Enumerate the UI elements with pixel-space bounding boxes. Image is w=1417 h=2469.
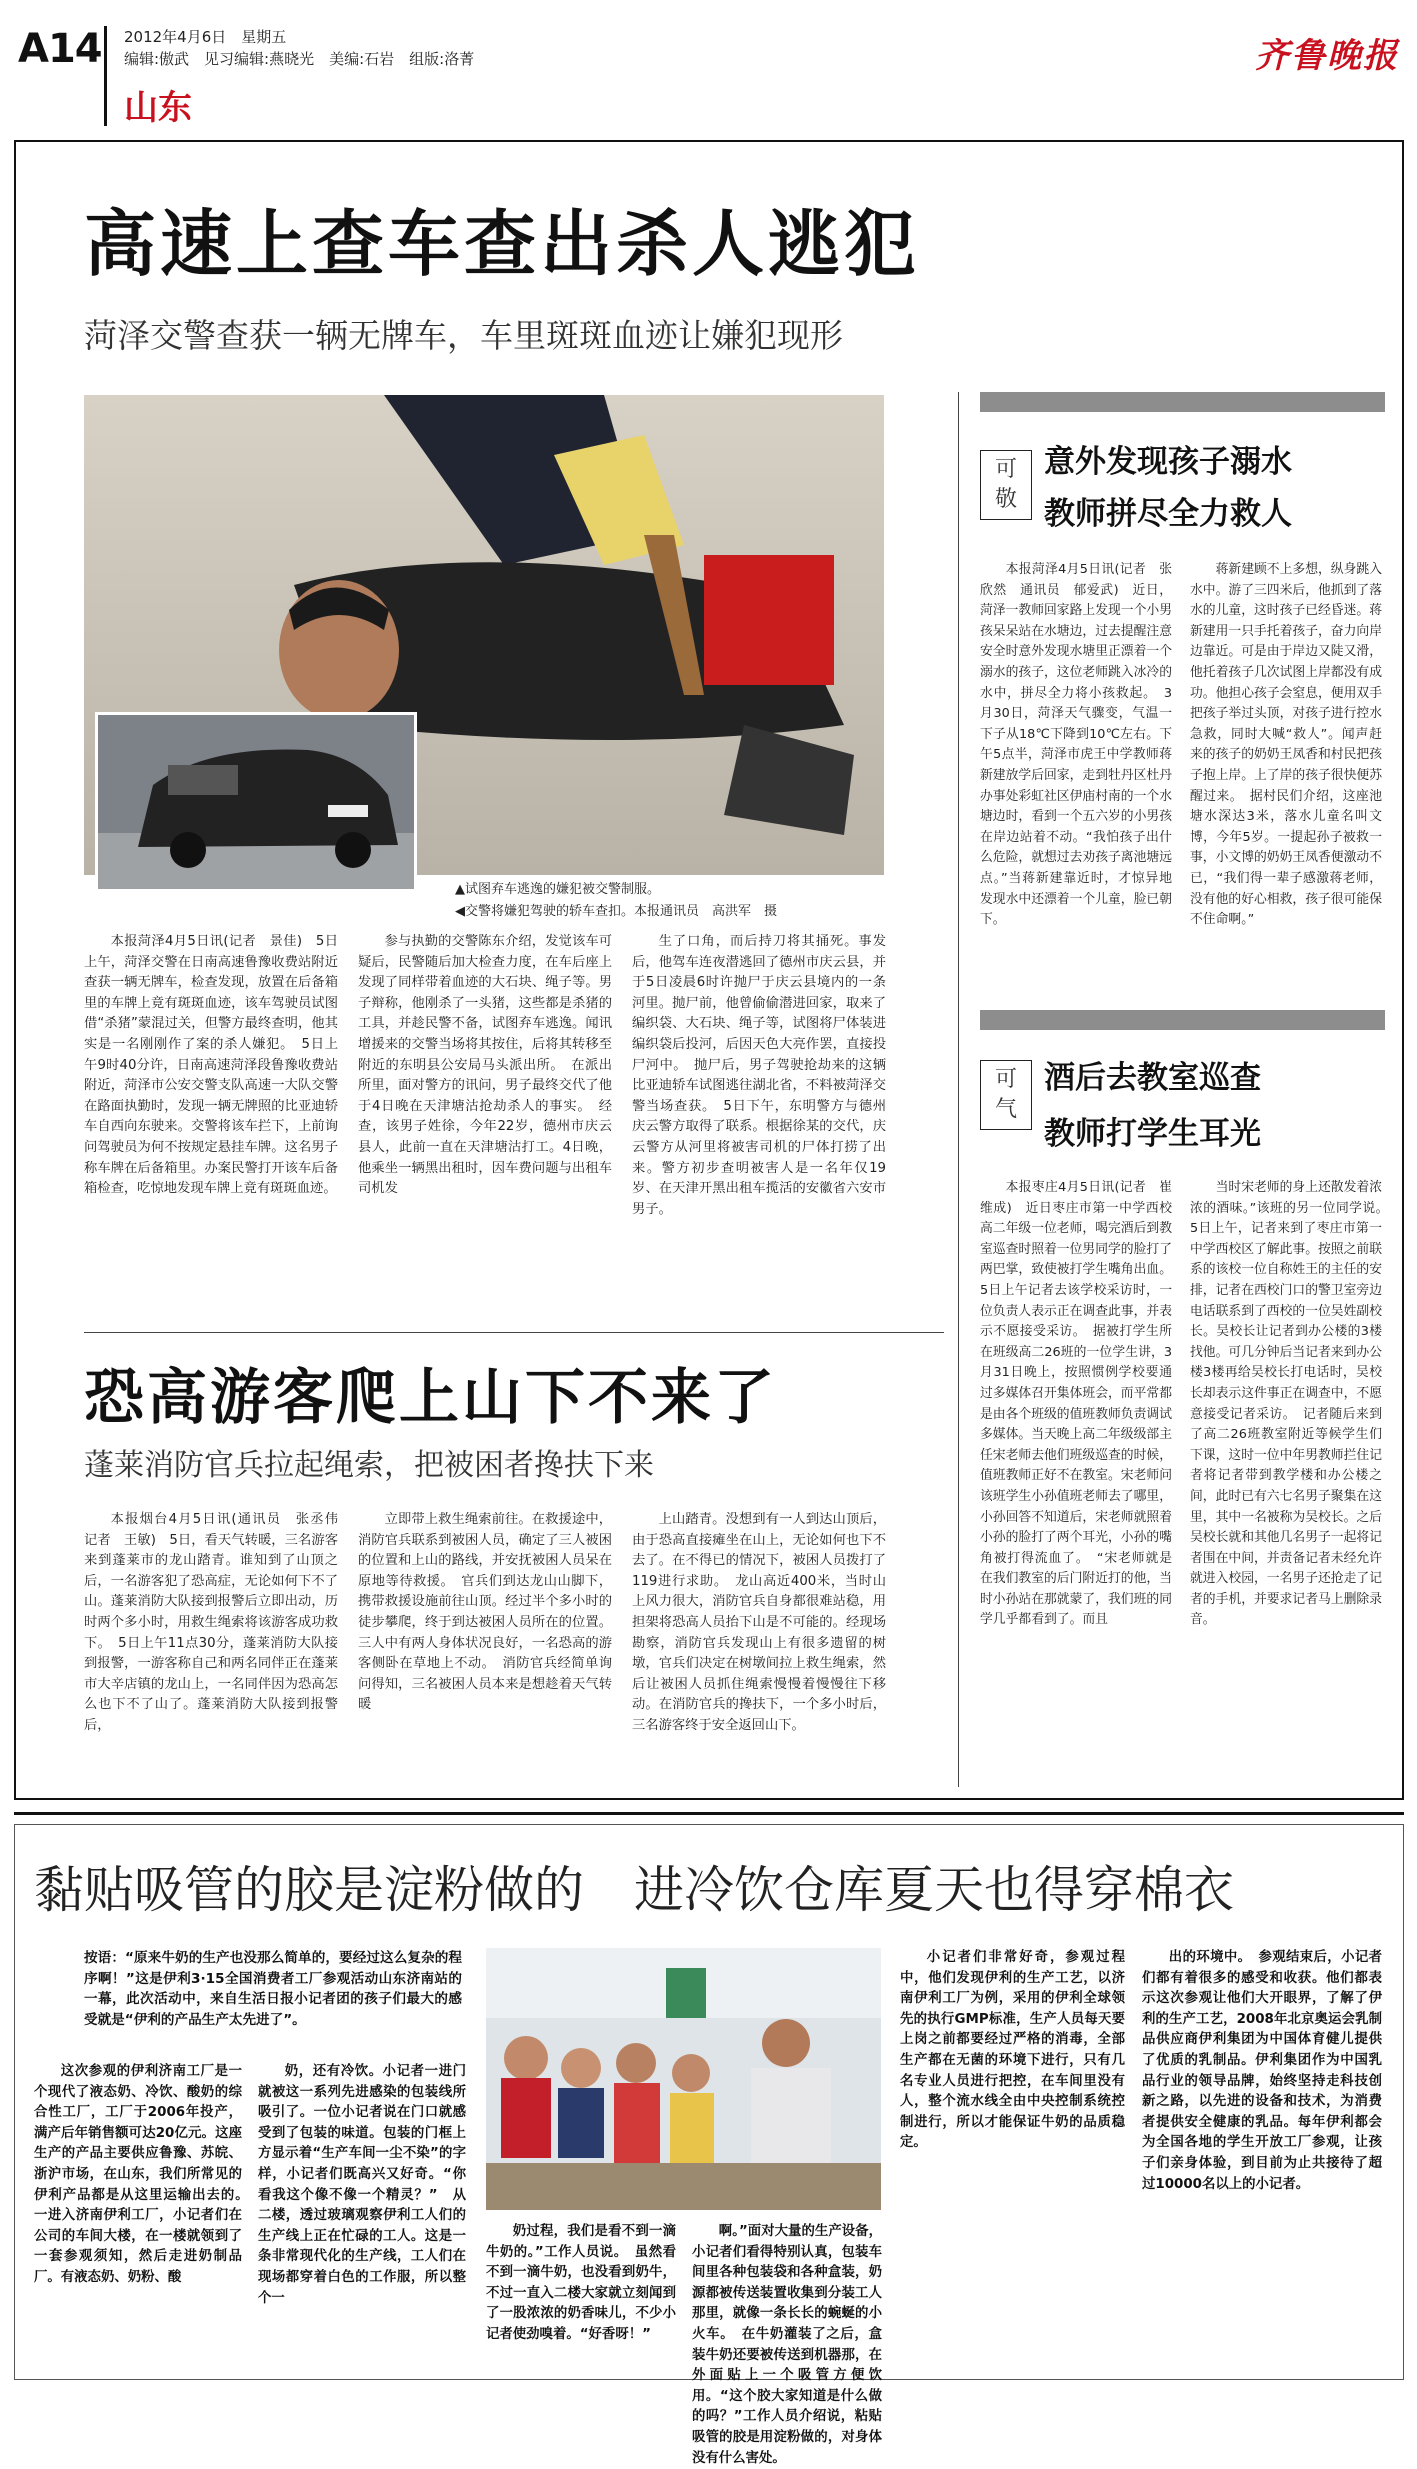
story1-subhead: 菏泽交警查获一辆无牌车，车里斑斑血迹让嫌犯现形 [84,316,843,355]
sidebar1-bar [980,392,1385,412]
story3-col3: 奶过程，我们是看不到一滴牛奶的。”工作人员说。 虽然看不到一滴牛奶，也没看到奶牛，不过一直入二楼大家就立刻闻到了一股浓浓的奶香味儿，不少小记者使劲嗅着。“好香呀！” [486,2224,676,2342]
story3-col2: 奶，还有冷饮。小记者一进门就被这一系列先进感染的包装线所吸引了。一位小记者说在门口就感受到了包装的味道。包装的门框上方显示着“生产车间一尘不染”的字样，小记者们既高兴又好奇。“你看我这个像不像一个精灵？” 从二楼，透过玻璃观察伊利工人们的生产线上正在忙碌的工人。这是一条非常现代化的生产线，工人们在现场都穿着白色的工作服，所以整个一 [258,2064,466,2306]
story2-col1: 本报烟台4月5日讯(通讯员 张丞伟 记者 王敏) 5日，看天气转暖，三名游客来到蓬莱市的龙山踏青。谁知到了山顶之后，一名游客犯了恐高症，无论如何下不了山。蓬莱消防大队接到报警后立即出动，历时两个多小时，用救生绳索将该游客成功救下。 5日上午11点30分，蓬莱消防大队接到报警，一游客称自己和两名同伴正在蓬莱市大辛店镇的龙山上，一名同伴因为恐高怎么也下不了山了。蓬莱消防大队接到报警后， [84,1512,352,1733]
story2-col3: 上山踏青。没想到有一人到达山顶后，由于恐高直接瘫坐在山上，无论如何也下不去了。在不得已的情况下，被困人员拨打了119进行求助。 龙山高近400米，当时山上风力很大，消防官兵自身都很难站稳，用担架将恐高人员抬下山是不可能的。经现场勘察，消防官兵发现山上有很多遗留的树墩，官兵们决定在树墩间拉上救生绳索，然后让被困人员抓住绳索慢慢着慢慢往下移动。在消防官兵的搀扶下，一个多小时后，三名游客终于安全返回山下。 [632,1512,886,1733]
story3-photo [486,1948,881,2210]
story1-caption-1: ▲试图弃车逃逸的嫌犯被交警制服。 [455,882,660,897]
section-name: 山东 [124,88,192,128]
sidebar1-tag: 可 敬 [980,450,1032,520]
editor-line: 编辑:傲武 见习编辑:燕晓光 美编:石岩 组版:洛菁 [124,50,475,68]
children-visit-photo-illustration [486,1948,881,2210]
story3-intro: 按语：“原来牛奶的生产也没那么简单的，要经过这么复杂的程序啊！”这是伊利3·15全国消费者工厂参观活动山东济南站的一幕，此次活动中，来自生活日报小记者团的孩子们最大的感受就是“伊利的产品生产太先进了”。 [84,1950,462,2028]
story3-col5: 小记者们非常好奇，参观过程中，他们发现伊利的生产工艺，以济南伊利工厂为例，采用的伊利全球领先的执行GMP标准，生产人员每天要上岗之前都要经过严格的消毒，全部生产都在无菌的环境下进行，只有几名专业人员进行把控，在车间里没有人，整个流水线全由中央控制系统控制进行，所以才能保证牛奶的品质稳定。 [900,1950,1125,2151]
story1-col1: 本报菏泽4月5日讯(记者 景佳) 5日上午，菏泽交警在日南高速鲁豫收费站附近查获一辆无牌车，检查发现，放置在后备箱里的车牌上竟有斑斑血迹，该车驾驶员试图借“杀猪”蒙混过关，但警方最终查明，他其实是一名刚刚作了案的杀人嫌犯。 5日上午9时40分许，日南高速菏泽段鲁豫收费站附近，菏泽市公安交警支队高速一大队交警在路面执勤时，发现一辆无牌照的比亚迪轿车自西向东驶来。交警将该车拦下，上前询问驾驶员为何不按规定悬挂车牌。这名男子称车牌在后备箱里。办案民警打开该车后备箱检查，吃惊地发现车牌上竟有斑斑血迹。 [84,934,338,1197]
car-photo-illustration [98,715,414,889]
sidebar2-title-line1: 酒后去教室巡查 [1044,1060,1261,1096]
story3-col4: 啊。”面对大量的生产设备，小记者们看得特别认真，包装车间里各种包装袋和各种盒装，奶源都被传送装置收集到分装工人那里，就像一条长长的蜿蜒的小火车。 在牛奶灌装了之后，盒装牛奶还要被传送到机器那，在外面贴上一个吸管方便饮用。“这个胶大家知道是什么做的吗？”工作人员介绍说，粘贴吸管的胶是用淀粉做的，对身体没有什么害处。 [692,2224,882,2466]
masthead-divider [104,26,107,126]
newspaper-logo: 齐鲁晚报 [1255,36,1399,76]
story1-headline: 高速上查车查出杀人逃犯 [84,202,921,286]
story2-top-rule [84,1332,944,1333]
story1-col2: 参与执勤的交警陈东介绍，发觉该车可疑后，民警随后加大检查力度，在车后座上发现了同样带着血迹的大石块、绳子等。男子辩称，他刚杀了一头猪，这些都是杀猪的工具，并趁民警不备，试图弃车逃逸。闻讯增援来的交警当场将其按住，后将其转移至附近的东明县公安局马头派出所。 在派出所里，面对警方的讯问，男子最终交代了他于4日晚在天津塘沽抢劫杀人的事实。 经查，该男子姓徐，今年22岁，德州市庆云县人，此前一直在天津塘沽打工。4日晚，他乘坐一辆黑出租时，因车费问题与出租车司机发 [358,934,612,1197]
story3-col6: 出的环境中。 参观结束后，小记者们都有着很多的感受和收获。他们都表示这次参观让他们大开眼界，了解了伊利的生产工艺，2008年北京奥运会乳制品供应商伊利集团为中国体育健儿提供了优质的乳制品。伊利集团作为中国乳品行业的领导品牌，始终坚持走科技创新之路，以先进的设备和技术，为消费者提供安全健康的乳品。每年伊利都会为全国各地的学生开放工厂参观，让孩子们亲身体验，到目前为止共接待了超过10000名以上的小记者。 [1142,1950,1382,2192]
story1-col3: 生了口角，而后持刀将其捅死。事发后，他驾车连夜潜逃回了德州市庆云县，并于5日凌晨6时许抛尸于庆云县境内的一条河里。抛尸前，他曾偷偷潜进回家，取来了编织袋、大石块、绳子等，试图将尸体装进编织袋后投河，后因天色大亮作罢，直接投尸河中。 抛尸后，男子驾驶抢劫来的这辆比亚迪轿车试图逃往湖北省，不料被菏泽交警当场查获。 5日下午，东明警方与德州庆云警方取得了联系。根据徐某的交代，庆云警方从河里将被害司机的尸体打捞了出来。警方初步查明被害人是一名年仅19岁、在天津开黑出租车揽活的安徽省六安市男子。 [632,934,886,1217]
story1-caption-2: ◀交警将嫌犯驾驶的轿车查扣。本报通讯员 高洪军 摄 [455,904,777,919]
sidebar2-bar [980,1010,1385,1030]
story2-headline: 恐高游客爬上山下不来了 [84,1363,777,1433]
story2-subhead: 蓬莱消防官兵拉起绳索，把被困者搀扶下来 [84,1448,654,1483]
sidebar1-title-line2: 教师拼尽全力救人 [1044,496,1292,532]
sidebar1-title-line1: 意外发现孩子溺水 [1044,444,1292,480]
sidebar2-title-line2: 教师打学生耳光 [1044,1116,1261,1152]
page-number: A14 [18,26,102,72]
sidebar1-col2: 蒋新建顾不上多想，纵身跳入水中。游了三四米后，他抓到了落水的儿童，这时孩子已经昏迷。蒋新建用一只手托着孩子，奋力向岸边靠近。可是由于岸边又陡又滑，他托着孩子几次试图上岸都没有成功。他担心孩子会窒息，便用双手把孩子举过头顶，对孩子进行控水急救，同时大喊“救人”。闻声赶来的孩子的奶奶王凤香和村民把孩子抱上岸。上了岸的孩子很快便苏醒过来。 据村民们介绍，这座池塘水深达3米，落水儿童名叫文博，今年5岁。一提起孙子被救一事，小文博的奶奶王凤香便激动不已，“我们得一辈子感激蒋老师，没有他的好心相救，孩子很可能保不住命啊。” [1190,562,1382,928]
masthead [12,20,1407,130]
sidebar1-col1: 本报菏泽4月5日讯(记者 张欣然 通讯员 郁爱武) 近日，菏泽一教师回家路上发现一个小男孩呆呆站在水塘边，过去提醒注意安全时意外发现水塘里正漂着一个溺水的孩子，这位老师跳入冰冷的水中，拼尽全力将小孩救起。 3月30日，菏泽天气骤变，气温一下子从18℃下降到10℃左右。下午5点半，菏泽市虎王中学教师蒋新建放学后回家，走到牡丹区杜丹办事处彩虹社区伊庙村南的一个水塘边时，看到一个五六岁的小男孩在岸边站着不动。“我怕孩子出什么危险，就想过去劝孩子离池塘远点。”当蒋新建靠近时，才惊异地发现水中还漂着一个儿童，脸已朝下。 [980,562,1172,928]
story3-headline: 黏贴吸管的胶是淀粉做的 进冷饮仓库夏天也得穿棉衣 [34,1861,1234,1919]
story1-car-photo [95,712,417,892]
column-divider [958,392,959,1787]
sidebar2-col2: 当时宋老师的身上还散发着浓浓的酒味。”该班的另一位同学说。 5日上午，记者来到了枣庄市第一中学西校区了解此事。按照之前联系的该校一位自称姓王的主任的安排，记者在西校门口的警卫室旁边电话联系到了西校的一位吴姓副校长。吴校长让记者到办公楼的3楼找他。可几分钟后当记者来到办公楼3楼再给吴校长打电话时，吴校长却表示这件事正在调查中，不愿意接受记者采访。 记者随后来到了高二26班教室附近等候学生们下课，这时一位中年男教师拦住记者将记者带到教学楼和办公楼之间，此时已有六七名男子聚集在这里，其中一名被称为吴校长。之后吴校长就和其他几名男子一起将记者围在中间，并责备记者未经允许就进入校园，一名男子还抢走了记者的手机，并要求记者马上删除录音。 [1190,1180,1395,1628]
story2-col2: 立即带上救生绳索前往。在救援途中，消防官兵联系到被困人员，确定了三人被困的位置和上山的路线，并安抚被困人员呆在原地等待救援。 官兵们到达龙山山脚下，携带救援设施前往山顶。经过半个多小时的徒步攀爬，终于到达被困人员所在的位置。三人中有两人身体状况良好，一名恐高的游客侧卧在草地上不动。 消防官兵经简单询问得知，三名被困人员本来是想趁着天气转暖 [358,1512,612,1713]
sidebar2-tag: 可 气 [980,1060,1032,1130]
story3-col1: 这次参观的伊利济南工厂是一个现代了液态奶、冷饮、酸奶的综合性工厂，工厂于2006年投产，满产后年销售额可达20亿元。这座生产的产品主要供应鲁豫、苏皖、浙沪市场，在山东，我们所常见的伊利产品都是从这里运输出去的。 一进入济南伊利工厂，小记者们在公司的车间大楼，在一楼就领到了一套参观须知，然后走进奶制品厂。有液态奶、奶粉、酸 [34,2064,256,2285]
sidebar2-col1: 本报枣庄4月5日讯(记者 崔维成) 近日枣庄市第一中学西校高二年级一位老师，喝完酒后到教室巡查时照着一位男同学的脸打了两巴掌，致使被打学生嘴角出血。5日上午记者去该学校采访时，一位负责人表示正在调查此事，并表示不愿接受采访。 据被打学生所在班级高二26班的一位学生讲，3月31日晚上，按照惯例学校要通过多媒体召开集体班会，而平常都是由各个班级的值班教师负责调试多媒体。当天晚上高二年级级部主任宋老师去他们班级巡查的时候，值班教师正好不在教室。宋老师问该班学生小孙值班老师去了哪里，小孙回答不知道后，宋老师就照着小孙的脸打了两个耳光，小孙的嘴角被打得流血了。 “宋老师就是在我们教室的后门附近打的他，当时小孙站在那就蒙了，我们班的同学几乎都看到了。而且 [980,1180,1172,1628]
date-line: 2012年4月6日 星期五 [124,28,287,46]
